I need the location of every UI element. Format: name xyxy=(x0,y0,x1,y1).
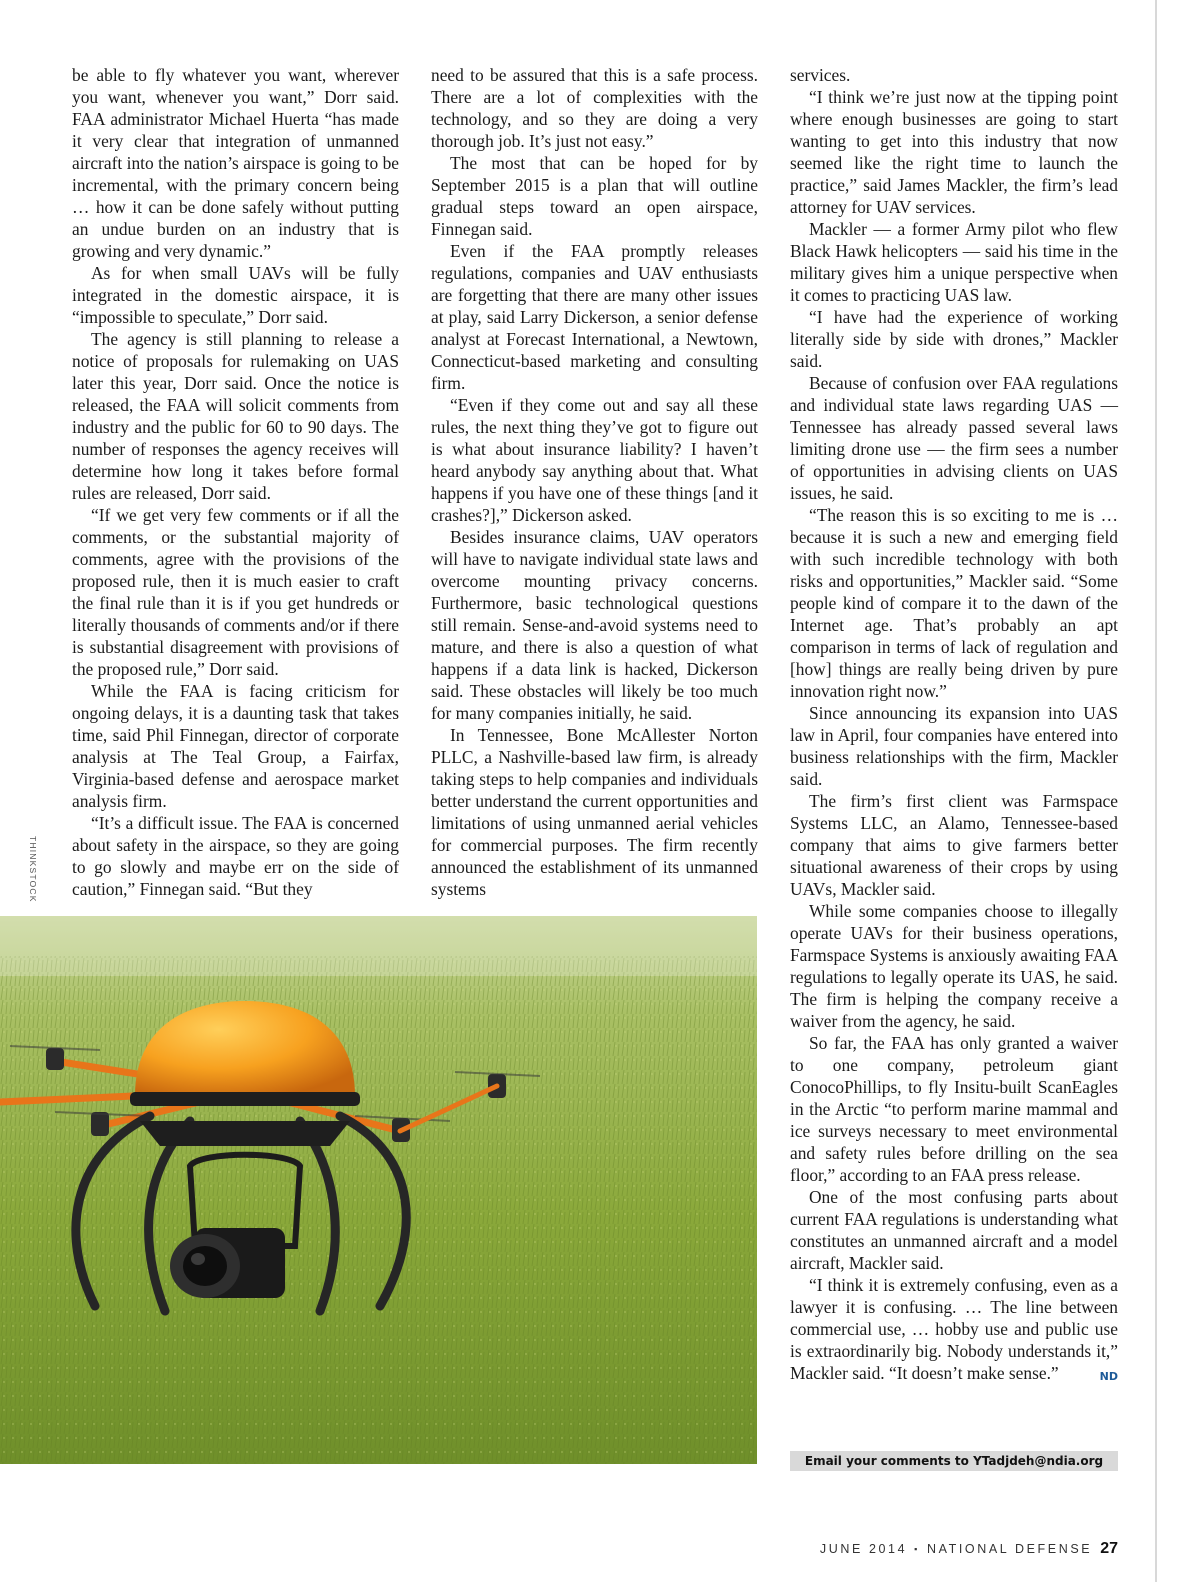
paragraph: So far, the FAA has only granted a waiver to one company, petroleum giant ConocoPhillips, to fly Insitu-built ScanEagles in the Arctic “to perform marine mammal and ice surveys necessary to meet environmental and safety rules before drilling on the sea floor,” according to an FAA press release. xyxy=(790,1033,1118,1185)
footer-date: JUNE 2014 xyxy=(819,1542,908,1556)
footer-separator: ▪ xyxy=(914,1544,920,1554)
photo-credit: THINKSTOCK xyxy=(28,836,38,903)
paragraph: One of the most confusing parts about current FAA regulations is understanding what constitutes an unmanned aircraft and a model aircraft, Mackler said. xyxy=(790,1187,1118,1273)
paragraph: Even if the FAA promptly releases regulations, companies and UAV enthusiasts are forgetting that there are many other issues at play, said Larry Dickerson, a senior defense analyst at Forecast International, a Newtown, Connecticut-based marketing and consulting firm. xyxy=(431,241,758,393)
article-column-1 xyxy=(72,64,399,900)
paragraph: need to be assured that this is a safe process. There are a lot of complexities with the technology, and so they are doing a very thorough job. It’s just not easy.” xyxy=(431,65,758,151)
page-footer xyxy=(820,1540,1118,1558)
paragraph: “The reason this is so exciting to me is … because it is such a new and emerging field with such incredible technology with both risks and opportunities,” Mackler said. “Some people kind of compare it to the dawn of the Internet age. That’s probably an apt comparison in terms of lack of regulation and [how] things are really being driven by pure innovation right now.” xyxy=(790,505,1118,701)
article-column-2 xyxy=(431,64,758,900)
paragraph: services. xyxy=(790,65,851,85)
footer-publication: NATIONAL DEFENSE xyxy=(926,1542,1093,1556)
drone-photo xyxy=(0,916,757,1464)
paragraph: be able to fly whatever you want, wherever you want, whenever you want,” Dorr said. FAA administrator Michael Huerta “has made it very clear that integration of unmanned aircraft into the nation’s airspace is going to be incremental, with the primary concern being … how it can be done safely without putting an undue burden on an industry that is growing and very dynamic.” xyxy=(72,65,399,261)
paragraph: “It’s a difficult issue. The FAA is concerned about safety in the airspace, so they are going to go slowly and maybe err on the side of caution,” Finnegan said. “But they xyxy=(72,813,399,899)
paragraph: While the FAA is facing criticism for ongoing delays, it is a daunting task that takes time, said Phil Finnegan, director of corporate analysis at The Teal Group, a Fairfax, Virginia-based defense and aerospace market analysis firm. xyxy=(72,681,399,811)
paragraph: “Even if they come out and say all these rules, the next thing they’ve got to figure out is what about insurance liability? I haven’t heard anybody say anything about that. What happens if you have one of these things [and it crashes?],” Dickerson asked. xyxy=(431,395,758,525)
paragraph: While some companies choose to illegally operate UAVs for their business operations, Farmspace Systems is anxiously awaiting FAA regulations to legally operate its UAS, he said. The firm is helping the company receive a waiver from the agency, he said. xyxy=(790,901,1118,1031)
paragraph: “If we get very few comments or if all the comments, or the substantial majority of comments, agree with the provisions of the proposed rule, then it is much easier to craft the final rule than it is if you get hundreds or literally thousands of comments and/or if there is substantial disagreement with provisions of the proposed rule,” Dorr said. xyxy=(72,505,399,679)
paragraph: Since announcing its expansion into UAS law in April, four companies have entered into business relationships with the firm, Mackler said. xyxy=(790,703,1118,789)
email-comments-box xyxy=(790,1451,1118,1471)
paragraph: Because of confusion over FAA regulations and individual state laws regarding UAS — Tennessee has already passed several laws limiting drone use — the firm sees a number of opportunities in advising clients on UAS issues, he said. xyxy=(790,373,1118,503)
email-prefix: Email your comments to xyxy=(804,1454,969,1468)
end-mark: ND xyxy=(1099,1370,1118,1383)
paragraph: “I have had the experience of working literally side by side with drones,” Mackler said. xyxy=(790,307,1118,371)
paragraph-text: “I think it is extremely confusing, even as a lawyer it is confusing. … The line between commercial use, … hobby use and public use is extraordinarily big. Nobody understands it,” Mackler said. “It doesn’t make sense.” xyxy=(790,1275,1118,1383)
paragraph: Besides insurance claims, UAV operators will have to navigate individual state laws and overcome mounting privacy concerns. Furthermore, basic technological questions still remain. Sense-and-avoid systems need to mature, and there is also a question of what happens if a data link is hacked, Dickerson said. These obstacles will likely be too much for many companies initially, he said. xyxy=(431,527,758,723)
article-column-3 xyxy=(790,64,1118,1388)
paragraph: As for when small UAVs will be fully integrated in the domestic airspace, it is “impossible to speculate,” Dorr said. xyxy=(72,263,399,327)
paragraph: The agency is still planning to release a notice of proposals for rulemaking on UAS later this year, Dorr said. Once the notice is released, the FAA will solicit comments from industry and the public for 60 to 90 days. The number of responses the agency receives will determine how long it takes before formal rules are released, Dorr said. xyxy=(72,329,399,503)
paragraph: Mackler — a former Army pilot who flew Black Hawk helicopters — said his time in the military gives him a unique perspective when it comes to practicing UAS law. xyxy=(790,219,1118,305)
email-address-link[interactable]: YTadjdeh@ndia.org xyxy=(973,1454,1104,1468)
paragraph xyxy=(790,1274,1118,1384)
paragraph: “I think we’re just now at the tipping point where enough businesses are going to start wanting to get into this industry that now seemed like the right time to launch the practice,” said James Mackler, the firm’s lead attorney for UAV services. xyxy=(790,87,1118,217)
paragraph: The firm’s first client was Farmspace Systems LLC, an Alamo, Tennessee-based company that aims to give farmers better situational awareness of their crops by using UAVs, Mackler said. xyxy=(790,791,1118,899)
paragraph: The most that can be hoped for by September 2015 is a plan that will outline gradual steps toward an open airspace, Finnegan said. xyxy=(431,153,758,239)
page-edge-rule xyxy=(1155,0,1157,1582)
page-number: 27 xyxy=(1100,1540,1118,1557)
paragraph: In Tennessee, Bone McAllester Norton PLLC, a Nashville-based law firm, is already taking steps to help companies and individuals better understand the current opportunities and limitations of using unmanned aerial vehicles for commercial purposes. The firm recently announced the establishment of its unmanned systems xyxy=(431,725,758,899)
